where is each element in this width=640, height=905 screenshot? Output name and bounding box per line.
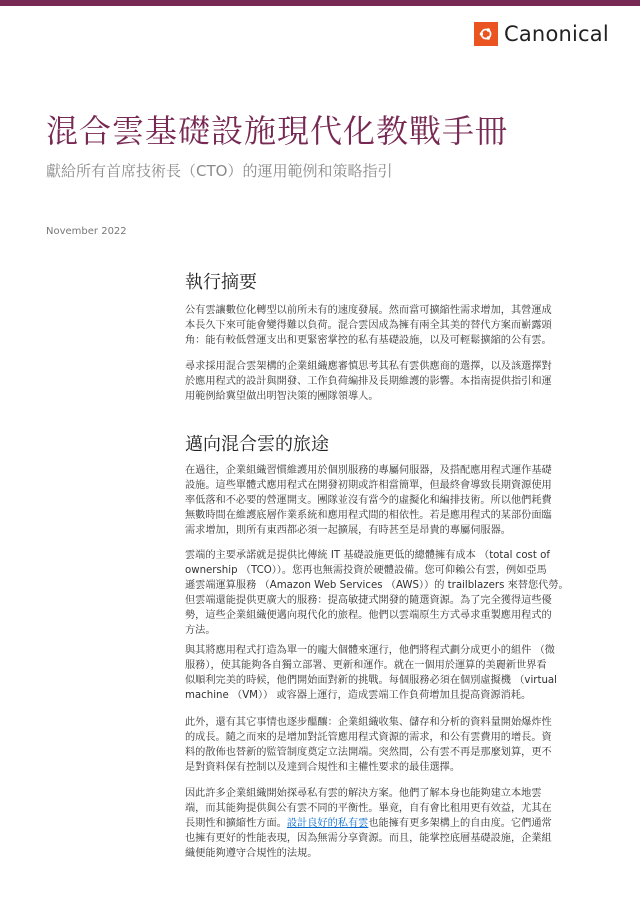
text-line: 尋求採用混合雲架構的企業組織應審慎思考其私有雲供應商的選擇，以及該選擇對	[185, 361, 552, 372]
text-fragment: 長期性和擴縮性方面。	[185, 818, 287, 829]
page-title: 混合雲基礎設施現代化教戰手冊	[46, 112, 509, 150]
text-fragment: 也能擁有更多架構上的自由度。它們通常	[368, 818, 552, 829]
paragraph	[185, 715, 575, 775]
text-line: 方法。	[185, 625, 216, 636]
paragraph	[185, 359, 575, 404]
text-line: 織便能夠遵守合規性的法規。	[185, 848, 318, 859]
canonical-logo[interactable]	[474, 20, 609, 48]
text-line: 因此許多企業組織開始探尋私有雲的解決方案。他們了解本身也能夠建立本地雲	[185, 788, 542, 799]
section-heading: 執行摘要	[185, 272, 257, 293]
section-heading: 邁向混合雲的旅途	[185, 434, 329, 455]
canonical-circle-of-friends-icon	[474, 22, 498, 46]
text-line: 在過往，企業組織習慣維護用於個別服務的專屬伺服器，及搭配應用程式運作基礎	[185, 465, 552, 476]
text-line	[185, 816, 575, 831]
text-line: 角：能有較低營運支出和更緊密掌控的私有基礎設施，以及可輕鬆擴縮的公有雲。	[185, 335, 552, 346]
well-designed-private-cloud-link[interactable]: 設計良好的私有雲	[286, 818, 369, 829]
text-line: 與其將應用程式打造為單一的龐大個體來運行，他們將程式劃分成更小的組件 （微	[185, 645, 555, 656]
text-line: 似順利完美的時候，他們開始面對新的挑戰。每個服務必須在個別虛擬機 （virtual	[185, 675, 557, 686]
text-line: 遜雲端運算服務 （Amazon Web Services （AWS））的 trailblazers 來替您代勞。	[185, 580, 569, 591]
section-executive-summary	[185, 268, 575, 294]
text-line: 率低落和不必要的營運開支。團隊並沒有當今的虛擬化和編排技術。所以他們耗費	[185, 495, 552, 506]
text-line: 但雲端還能提供更廣大的服務：提高敏捷式開發的隨選資源。為了完全獲得這些優	[185, 595, 552, 606]
text-line: ownership （TCO））。您再也無需投資於硬體設備。您可仰賴公有雲，例如亞馬	[185, 565, 547, 576]
paragraph	[185, 643, 575, 703]
text-line: 雲端的主要承諾就是提供比傳統 IT 基礎設施更低的總體擁有成本 （total cost of	[185, 550, 550, 561]
text-line: 服務），使其能夠各自獨立部署、更新和運作。就在一個用於運算的美麗新世界看	[185, 660, 547, 671]
text-line: 公有雲讓數位化轉型以前所未有的速度發展。然而當可擴縮性需求增加，其營運成	[185, 305, 552, 316]
text-line: 於應用程式的設計與開發、工作負荷編排及長期維護的影響。本指南提供指引和運	[185, 376, 552, 387]
brand-name: Canonical	[504, 22, 609, 46]
paragraph	[185, 463, 575, 538]
text-line: 端，而其能夠提供與公有雲不同的平衡性。畢竟，自有會比租用更有效益，尤其在	[185, 803, 552, 814]
page-subtitle: 獻給所有首席技術長（CTO）的運用範例和策略指引	[46, 162, 393, 180]
publication-date: November 2022	[46, 226, 127, 237]
text-line: 需求增加，則所有東西都必須一起擴展，有時甚至是昂貴的專屬伺服器。	[185, 525, 511, 536]
text-line: 用範例給冀望做出明智決策的團隊領導人。	[185, 391, 379, 402]
paragraph	[185, 548, 575, 638]
text-line: 此外，還有其它事情也逐步醞釀：企業組織收集、儲存和分析的資料量開始爆炸性	[185, 717, 552, 728]
text-line: 勢，這些企業組織便邁向現代化的旅程。他們以雲端原生方式尋求重製應用程式的	[185, 610, 552, 621]
text-line: machine （VM）） 或容器上運行，造成雲端工作負荷增加且提高資源消耗。	[185, 690, 532, 701]
paragraph	[185, 303, 575, 348]
text-line: 的成長。隨之而來的是增加對託管應用程式資源的需求，和公有雲費用的增長。資	[185, 732, 552, 743]
top-accent-bar	[0, 0, 640, 6]
paragraph	[185, 786, 575, 861]
text-line: 也擁有更好的性能表現，因為無需分享資源。而且，能掌控底層基礎設施，企業組	[185, 833, 552, 844]
text-line: 是對資料保有控制以及達到合規性和主權性要求的最佳選擇。	[185, 762, 461, 773]
section-hybrid-cloud-journey	[185, 430, 575, 456]
text-line: 料的散佈也替新的監管制度奠定立法開端。突然間，公有雲不再是那麼划算，更不	[185, 747, 552, 758]
text-line: 設施。這些單體式應用程式在開發初期或許相當簡單，但最終會導致長期資源使用	[185, 480, 552, 491]
text-line: 無數時間在維護底層作業系統和應用程式間的相依性。若是應用程式的某部份面臨	[185, 510, 552, 521]
text-line: 本長久下來可能會變得難以負荷。混合雲因成為擁有兩全其美的替代方案而嶄露頭	[185, 320, 552, 331]
